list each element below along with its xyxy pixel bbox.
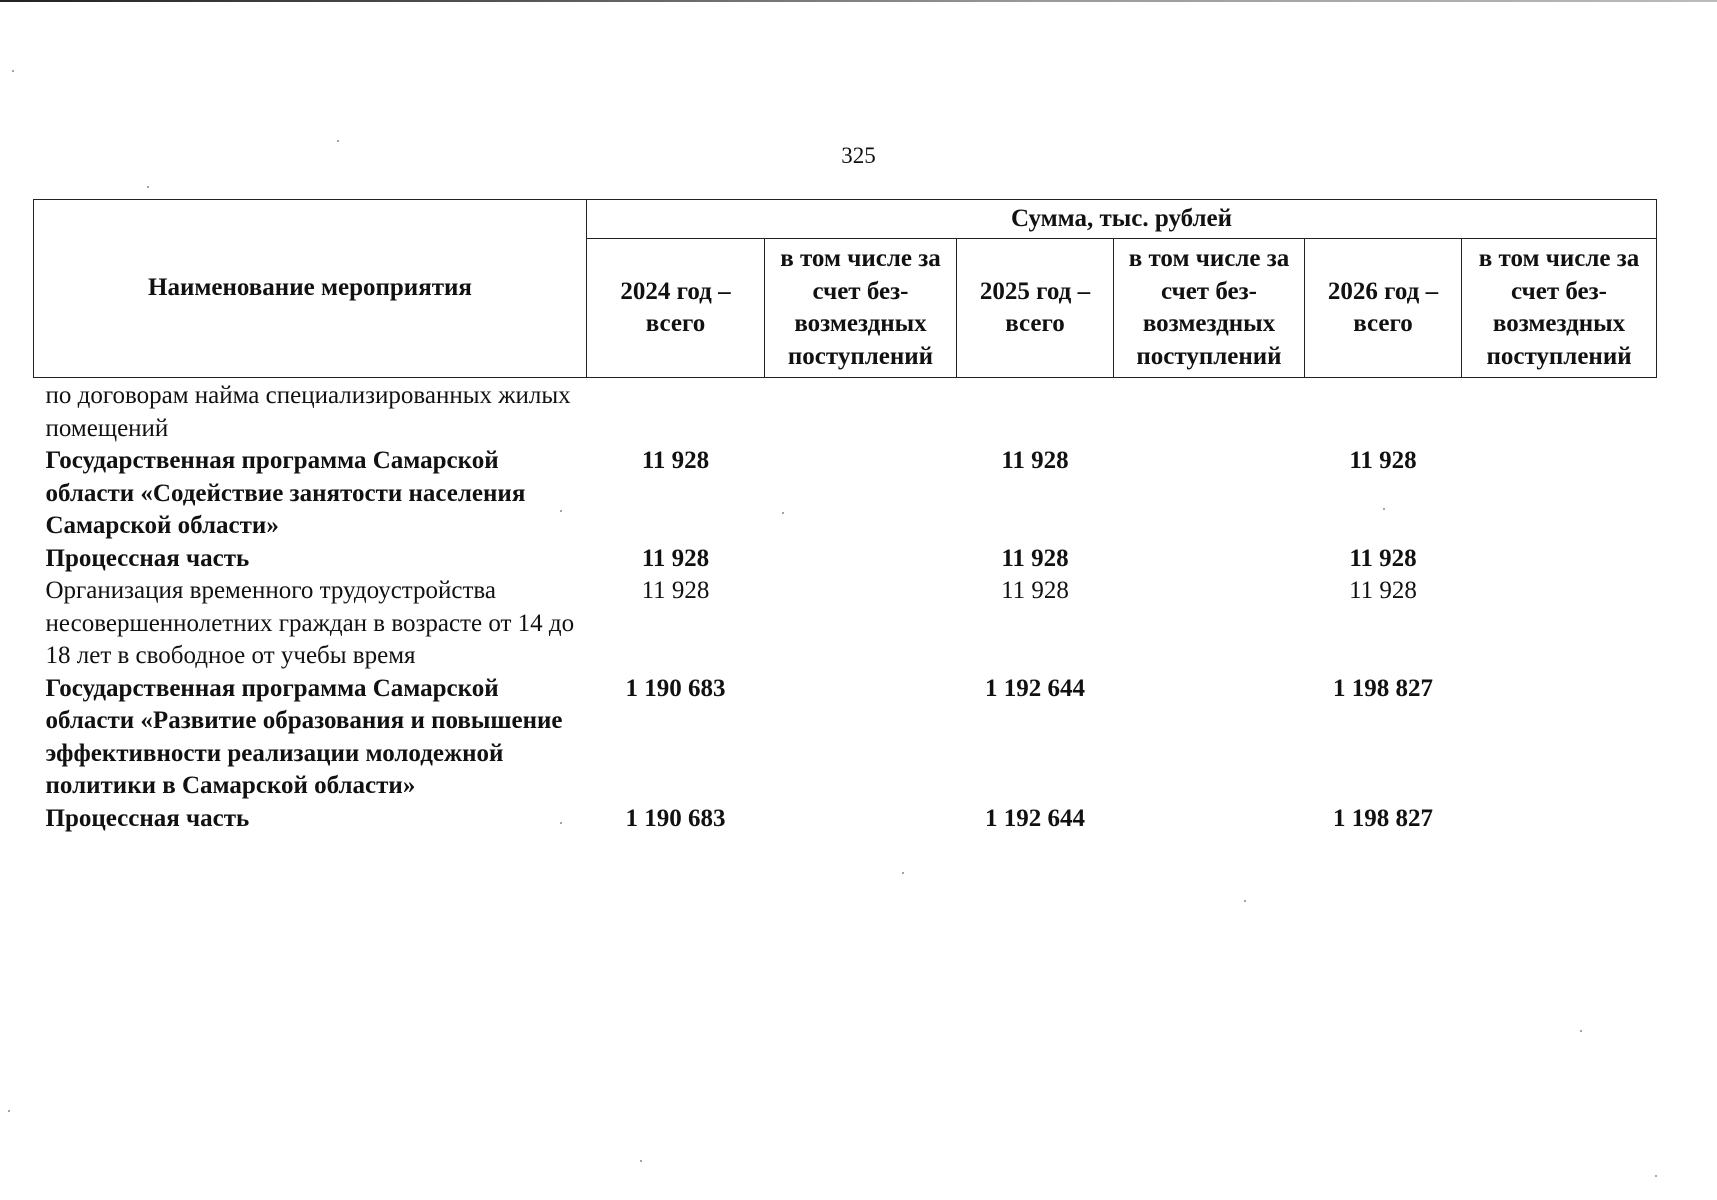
header-2024-grants: в том числе за счет без-возмездных поступлений [765, 239, 957, 378]
row-2025-total: 11 928 [1001, 544, 1069, 572]
header-sum-group: Сумма, тыс. рублей [587, 200, 1657, 239]
header-2026-grants: в том числе за счет без-возмездных поступлений [1462, 239, 1657, 378]
scan-speck [1244, 900, 1246, 902]
row-2026-grants [1462, 543, 1657, 576]
row-2025-grants [1114, 543, 1305, 576]
scan-speck [1580, 1030, 1582, 1032]
scan-speck [147, 186, 149, 188]
header-2025-total: 2025 год – всего [957, 239, 1114, 378]
table-row [34, 378, 1657, 446]
row-2024-grants [765, 445, 957, 543]
row-2024-grants [765, 543, 957, 576]
scan-speck [8, 1110, 10, 1112]
scan-speck [1655, 1175, 1657, 1177]
row-2025-grants [1114, 445, 1305, 543]
row-name: Государственная программа Самарской области «Содействие занятости населения Самарской области» [45, 447, 526, 539]
scan-speck [782, 512, 784, 514]
row-2025-total: 1 192 644 [985, 804, 1085, 832]
table-row [34, 575, 1657, 673]
row-2024-total: 11 928 [641, 544, 710, 572]
row-name: Государственная программа Самарской области «Развитие образования и повышение эффективности реализации молодежной политики в Самарской области» [45, 674, 563, 799]
scan-edge-line [0, 0, 1717, 2]
row-2024-total: 11 928 [641, 577, 710, 604]
row-2026-grants [1462, 445, 1657, 543]
row-2025-total: 11 928 [1001, 577, 1069, 604]
row-2025-grants [1114, 673, 1305, 803]
row-2024-total: 1 190 683 [625, 804, 726, 832]
row-name: по договорам найма специализированных жилых помещений [45, 382, 571, 442]
table-row [34, 803, 1657, 836]
row-2025-grants [1114, 803, 1305, 836]
row-2024-total: 11 928 [641, 447, 710, 474]
row-2026-grants [1462, 803, 1657, 836]
row-2026-total [1305, 378, 1462, 446]
row-2026-grants [1462, 378, 1657, 446]
row-2024-grants [765, 378, 957, 446]
row-2026-total: 11 928 [1349, 447, 1417, 474]
row-2026-total: 11 928 [1349, 577, 1417, 604]
row-2026-grants [1462, 673, 1657, 803]
row-2024-grants [765, 803, 957, 836]
header-2024-total: 2024 год – всего [587, 239, 765, 378]
header-2025-grants: в том числе за счет без-возмездных поступлений [1114, 239, 1305, 378]
row-2026-total: 1 198 827 [1333, 674, 1433, 702]
scan-speck [640, 1160, 642, 1162]
row-2024-total: 1 190 683 [625, 674, 726, 702]
row-name: Процессная часть [45, 804, 250, 832]
budget-table [33, 199, 1657, 835]
table-row [34, 543, 1657, 576]
row-2025-total: 1 192 644 [985, 674, 1085, 702]
row-2026-total: 1 198 827 [1333, 804, 1433, 832]
row-2025-total [957, 378, 1114, 446]
header-2026-total: 2026 год – всего [1305, 239, 1462, 378]
header-name-column: Наименование мероприятия [34, 200, 587, 378]
row-2024-grants [765, 575, 957, 673]
scan-speck [560, 510, 562, 512]
scan-speck [337, 140, 339, 142]
row-2024-grants [765, 673, 957, 803]
row-2026-total: 11 928 [1349, 544, 1417, 572]
row-name: Процессная часть [45, 544, 250, 572]
row-2024-total [587, 378, 765, 446]
scan-speck [12, 70, 14, 72]
row-2025-total: 11 928 [1001, 447, 1069, 474]
scan-speck [560, 822, 562, 824]
scan-speck [1383, 508, 1385, 510]
row-2026-grants [1462, 575, 1657, 673]
row-2025-grants [1114, 575, 1305, 673]
table-row [34, 673, 1657, 803]
page-number: 325 [841, 143, 876, 168]
row-2025-grants [1114, 378, 1305, 446]
row-name: Организация временного трудоустройства несовершеннолетних граждан в возрасте от 14 до 18 лет в свободное от учебы время [45, 577, 575, 669]
scan-speck [902, 872, 904, 874]
table-row [34, 445, 1657, 543]
table-body [34, 378, 1657, 836]
